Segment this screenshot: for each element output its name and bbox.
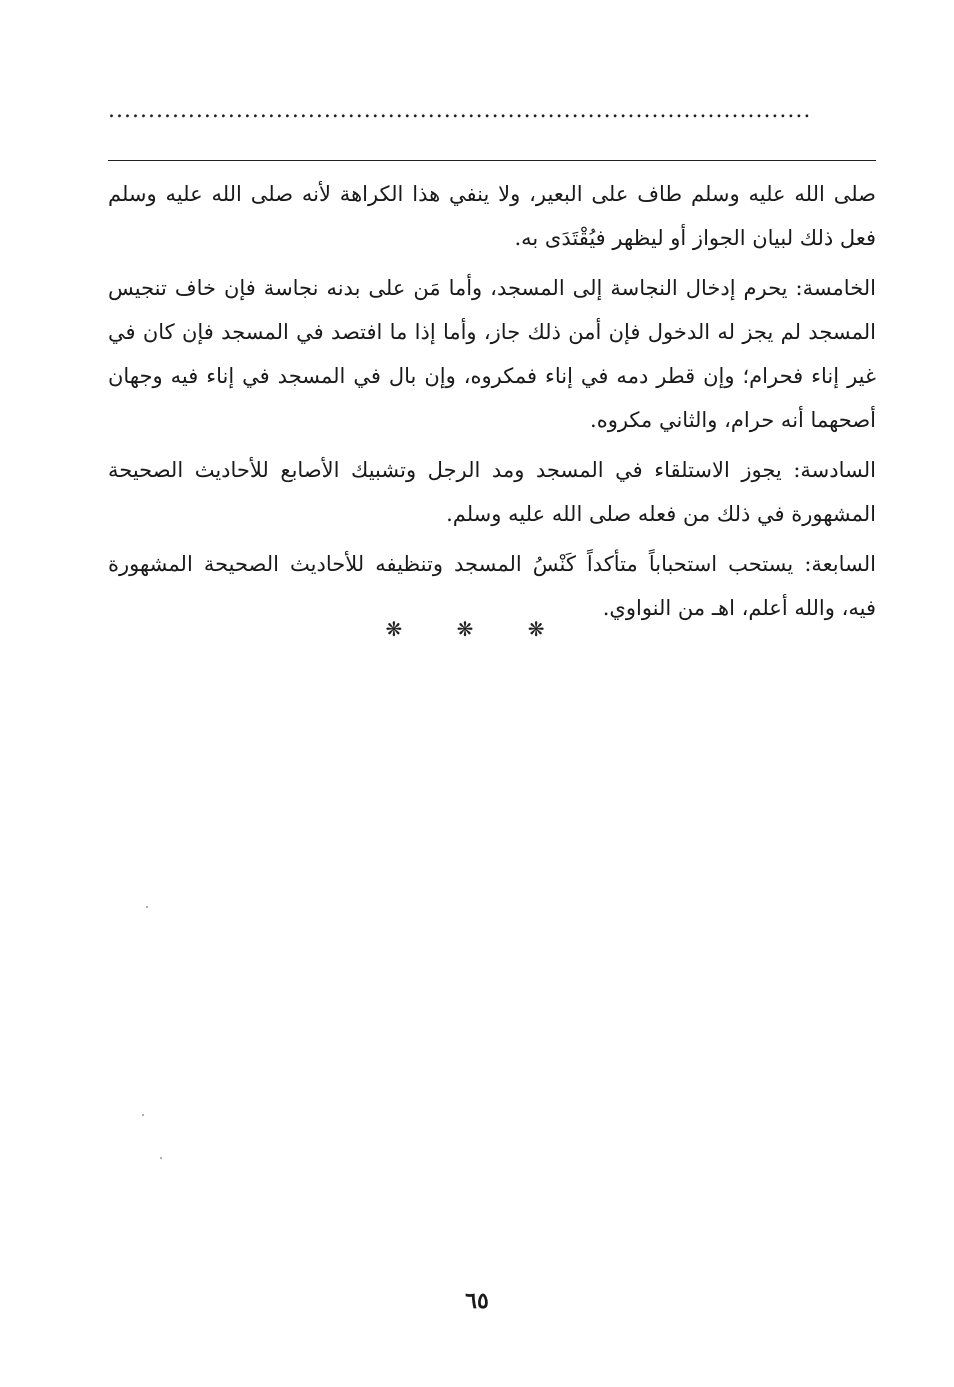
horizontal-rule: [108, 160, 876, 161]
paragraph-2: الخامسة: يحرم إدخال النجاسة إلى المسجد، وأما مَن على بدنه نجاسة فإن خاف تنجيس المسجد لم يجز له الدخول فإن أمن ذلك جاز، وأما إذا ما افتصد في المسجد فإن كان في غير إناء فحرام؛ وإن قطر دمه في إناء فمكروه، وإن بال في المسجد في إناء فيه وجهان أصحهما أنه حرام، والثاني مكروه.: [108, 276, 876, 432]
paragraph-1: صلى الله عليه وسلم طاف على البعير، ولا ينفي هذا الكراهة لأنه صلى الله عليه وسلم فعل ذلك لبيان الجواز أو ليظهر فيُقْتَدَى به.: [108, 182, 876, 250]
body-text: [108, 172, 876, 636]
scan-speck: [160, 1157, 162, 1159]
scan-speck: [146, 906, 148, 908]
dotted-separator: ........................................................................................: [108, 98, 812, 123]
scan-speck: [142, 1114, 144, 1116]
paragraph-3: السادسة: يجوز الاستلقاء في المسجد ومد الرجل وتشبيك الأصابع للأحاديث الصحيحة المشهورة في ذلك من فعله صلى الله عليه وسلم.: [108, 458, 876, 526]
page-number: ٦٥: [465, 1288, 489, 1314]
paragraph-4: السابعة: يستحب استحباباً متأكداً كَنْسُ المسجد وتنظيفه للأحاديث الصحيحة المشهورة فيه، والله أعلم، اهـ من النواوي.: [108, 552, 876, 620]
section-separator: ❋ ❋ ❋: [385, 617, 569, 641]
